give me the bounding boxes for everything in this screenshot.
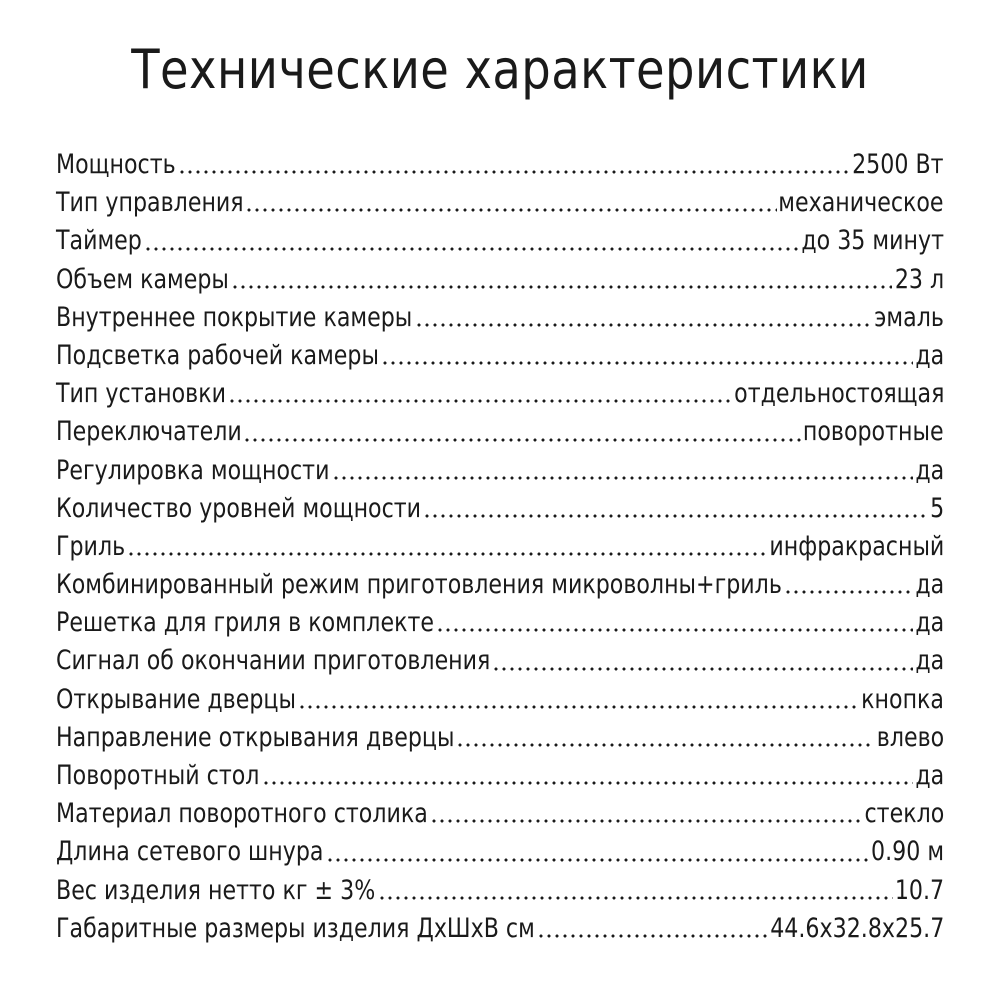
spec-row — [56, 490, 944, 528]
spec-label: Переключатели — [56, 416, 242, 448]
spec-value: да — [915, 645, 944, 677]
spec-row — [56, 452, 944, 490]
dot-leader — [415, 322, 873, 328]
spec-label: Открывание дверцы — [56, 683, 296, 715]
spec-value: до 35 минут — [801, 225, 944, 257]
spec-value: отдельностоящая — [733, 378, 944, 410]
spec-value: инфракрасный — [769, 530, 944, 562]
spec-label: Направление открывания дверцы — [56, 721, 455, 753]
spec-row — [56, 184, 944, 222]
dot-leader — [127, 551, 766, 557]
dot-leader — [784, 589, 913, 595]
dot-leader — [456, 742, 874, 748]
dot-leader — [231, 284, 893, 290]
spec-value: поворотные — [803, 416, 944, 448]
spec-label: Тип установки — [56, 378, 226, 410]
spec-row — [56, 604, 944, 642]
spec-value: 2500 Вт — [852, 149, 944, 180]
dot-leader — [326, 857, 869, 863]
spec-label: Гриль — [56, 530, 126, 562]
spec-label: Объем камеры — [56, 263, 229, 295]
spec-value: 10.7 — [894, 874, 944, 906]
dot-leader — [492, 666, 913, 672]
spec-label: Габаритные размеры изделия ДхШхВ см — [56, 912, 535, 944]
spec-row — [56, 719, 944, 757]
page-title: Технические характеристики — [131, 38, 869, 101]
spec-value: 5 — [929, 492, 944, 524]
spec-row — [56, 757, 944, 795]
spec-row — [56, 222, 944, 260]
spec-value: да — [915, 569, 944, 601]
spec-value: механическое — [778, 187, 944, 219]
spec-label: Решетка для гриля в комплекте — [56, 607, 434, 639]
specs-list — [56, 146, 944, 948]
spec-label: Длина сетевого шнура — [56, 836, 324, 868]
spec-row — [56, 528, 944, 566]
spec-value: 23 л — [894, 263, 944, 295]
spec-label: Таймер — [56, 225, 142, 257]
spec-label: Регулировка мощности — [56, 454, 330, 486]
spec-row — [56, 681, 944, 719]
spec-row — [56, 833, 944, 871]
spec-label: Вес изделия нетто кг ± 3% — [56, 874, 376, 906]
dot-leader — [332, 475, 913, 481]
spec-row — [56, 872, 944, 910]
spec-label: Внутреннее покрытие камеры — [56, 301, 413, 333]
spec-row — [56, 566, 944, 604]
spec-row — [56, 261, 944, 299]
spec-value: влево — [876, 721, 944, 753]
spec-label: Подсветка рабочей камеры — [56, 339, 379, 371]
dot-leader — [298, 704, 860, 710]
dot-leader — [378, 895, 893, 901]
dot-leader — [228, 398, 731, 404]
spec-value: кнопка — [861, 683, 944, 715]
spec-value: эмаль — [874, 301, 944, 333]
spec-label: Материал поворотного столика — [56, 798, 428, 830]
spec-row — [56, 337, 944, 375]
spec-row — [56, 299, 944, 337]
dot-leader — [423, 513, 927, 519]
spec-label: Комбинированный режим приготовления микроволны+гриль — [56, 569, 782, 601]
dot-leader — [436, 627, 913, 633]
spec-value: да — [915, 454, 944, 486]
dot-leader — [245, 207, 777, 213]
spec-value: да — [915, 607, 944, 639]
spec-value: да — [915, 339, 944, 371]
spec-row — [56, 375, 944, 413]
dot-leader — [144, 246, 800, 252]
spec-label: Количество уровней мощности — [56, 492, 422, 524]
spec-value: стекло — [864, 798, 944, 830]
spec-value: 0.90 м — [870, 836, 944, 868]
spec-label: Поворотный стол — [56, 760, 260, 791]
dot-leader — [178, 169, 851, 175]
spec-row — [56, 642, 944, 680]
spec-value: 44.6x32.8x25.7 — [769, 912, 944, 944]
dot-leader — [243, 437, 801, 443]
spec-label: Тип управления — [56, 187, 244, 219]
dot-leader — [262, 780, 913, 786]
dot-leader — [430, 818, 862, 824]
dot-leader — [381, 360, 913, 366]
dot-leader — [537, 933, 768, 939]
spec-label: Сигнал об окончании приготовления — [56, 645, 491, 677]
spec-row — [56, 795, 944, 833]
spec-row — [56, 413, 944, 451]
spec-row — [56, 910, 944, 948]
spec-row — [56, 146, 944, 184]
spec-label: Мощность — [56, 149, 176, 180]
spec-value: да — [915, 760, 944, 791]
